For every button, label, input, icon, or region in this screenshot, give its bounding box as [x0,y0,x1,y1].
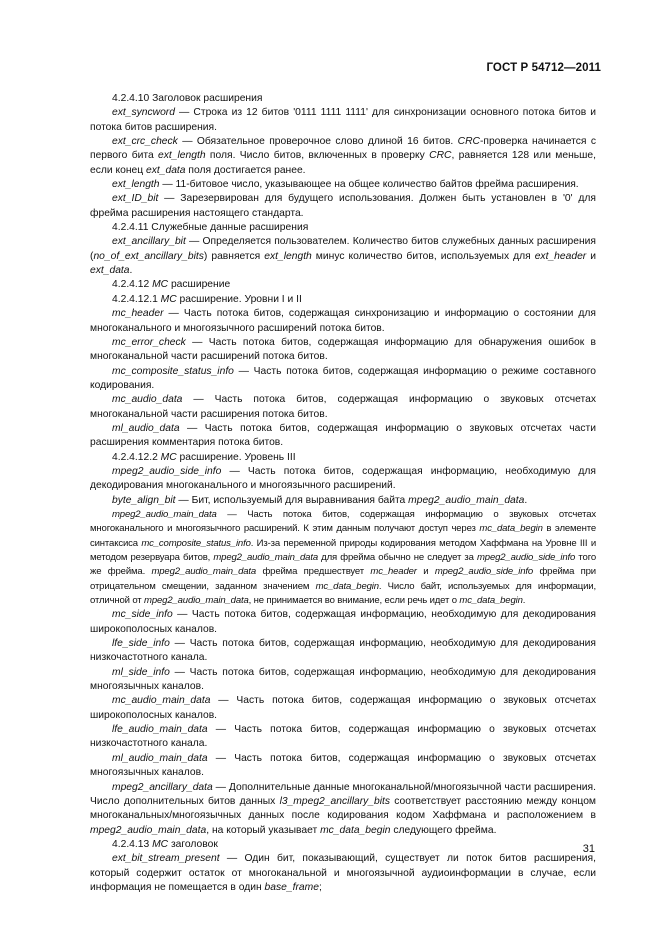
definition-mc-composite-status-info: mc_composite_status_info — Часть потока битов, содержащая информацию о режиме составного кодирования. [90,365,596,391]
definition-mc-audio-main-data: mc_audio_main_data — Часть потока битов, содержащая информацию о звуковых отсчетах широкополосных каналов. [90,695,596,721]
definition-mpeg2-ancillary-data: mpeg2_ancillary_data — Дополнительные данные многоканальной/многоязычной части расширения. Число дополнительных битов данных l3_mpeg2_ancillary_bits соответствует расстоянию между концом многоканальных/многоязычных данных после кодирования кодом Хаффмана и расположением в mpeg2_audio_main_data, на который указывает mc_data_begin следующего фрейма. [90,781,596,836]
definition-mpeg2-audio-side-info: mpeg2_audio_side_info — Часть потока битов, содержащая информацию, необходимую для декодирования многоканального и многоязычного расширений. [90,465,596,492]
definition-mc-header: mc_header — Часть потока битов, содержащая синхронизацию и информацию о состоянии для многоканального и многоязычного расширений потока битов. [90,308,596,334]
page-number: 31 [582,843,595,855]
definition-ext-id-bit: ext_ID_bit — Зарезервирован для будущего использования. Должен быть установлен в '0' для фрейма расширения настоящего стандарта. [90,193,596,219]
document-body [90,92,596,895]
definition-ml-audio-data: ml_audio_data — Часть потока битов, содержащая информацию о звуковых отсчетах части расширения комментария потока битов. [90,422,596,449]
definition-byte-align-bit: byte_align_bit — Бит, используемый для выравнивания байта mpeg2_audio_main_data. [112,494,528,506]
definition-lfe-audio-main-data: lfe_audio_main_data — Часть потока битов, содержащая информацию о звуковых отсчетах низкочастотного канала. [90,724,596,750]
definition-ext-length: ext_length — 11-битовое число, указывающее на общее количество байтов фрейма расширения. [112,179,579,191]
definition-ext-syncword: ext_syncword — Строка из 12 битов '0111 1111 1111' для синхронизации основного потока битов и потока битов расширения. [90,107,596,133]
definition-ext-crc-check: ext_crc_check — Обязательное проверочное слово длиной 16 битов. CRC-проверка начинается с первого бита ext_length поля. Число битов, включенных в проверку CRC, равняется 128 или меньше, если конец ext_data поля достигается ранее. [90,136,596,176]
definition-mc-error-check: mc_error_check — Часть потока битов, содержащая информацию для обнаружения ошибок в многоканальной части расширений потока битов. [90,336,596,363]
section-heading-4-2-4-12-2: 4.2.4.12.2 МС расширение. Уровень III [112,451,296,463]
section-heading-4-2-4-12-1: 4.2.4.12.1 МС расширение. Уровни I и II [112,293,302,305]
definition-ext-ancillary-bit: ext_ancillary_bit — Определяется пользователем. Количество битов служебных данных расширения (no_of_ext_ancillary_bits) равняется ext_length минус количество битов, используемых для ext_header и ext_data. [90,236,596,277]
section-heading-4-2-4-10: 4.2.4.10 Заголовок расширения [112,93,263,104]
section-heading-4-2-4-12: 4.2.4.12 МС расширение [112,279,231,291]
definition-ml-audio-main-data: ml_audio_main_data — Часть потока битов, содержащая информацию о звуковых отсчетах многоязычных каналов. [90,752,596,779]
section-heading-4-2-4-11: 4.2.4.11 Служебные данные расширения [112,222,309,234]
definition-lfe-side-info: lfe_side_info — Часть потока битов, содержащая информацию, необходимую для декодирования низкочастотного канала. [90,638,596,664]
definition-mpeg2-audio-main-data: mpeg2_audio_main_data — Часть потока битов, содержащая информацию о звуковых отсчетах многоканального и многоязычного расширений. К этим данным получают доступ через mc_data_begin в элементе синтаксиса mc_composite_status_info. Из-за переменной природы кодирования методом Хаффмана на Уровне III и методом резервуара битов, mpeg2_audio_main_data для фрейма обычно не следует за mpeg2_audio_side_info того же фрейма. mpeg2_audio_main_data фрейма предшествует mc_header и mpeg2_audio_side_info фрейма при отрицательном смещении, заданном значением mc_data_begin. Число байт, используемых для информации, отличной от mpeg2_audio_main_data, не принимается во внимание, если речь идет о mc_data_begin. [90,508,596,607]
definition-ext-bit-stream-present: ext_bit_stream_present — Один бит, показывающий, существует ли поток битов расширения, который содержит остаток от многоканальной и многоязычной аудиоинформации в случае, если информация не помещается в один base_frame; [90,853,596,893]
definition-mc-audio-data: mc_audio_data — Часть потока битов, содержащая информацию о звуковых отсчетах многоканальной части расширения потока битов. [90,394,596,420]
definition-ml-side-info: ml_side_info — Часть потока битов, содержащая информацию, необходимую для декодирования многоязычных каналов. [90,666,596,693]
standard-designation: ГОСТ Р 54712—2011 [486,62,601,74]
section-heading-4-2-4-13: 4.2.4.13 МС заголовок [112,838,218,850]
definition-mc-side-info: mc_side_info — Часть потока битов, содержащая информацию, необходимую для декодирования широкополосных каналов. [90,609,596,635]
